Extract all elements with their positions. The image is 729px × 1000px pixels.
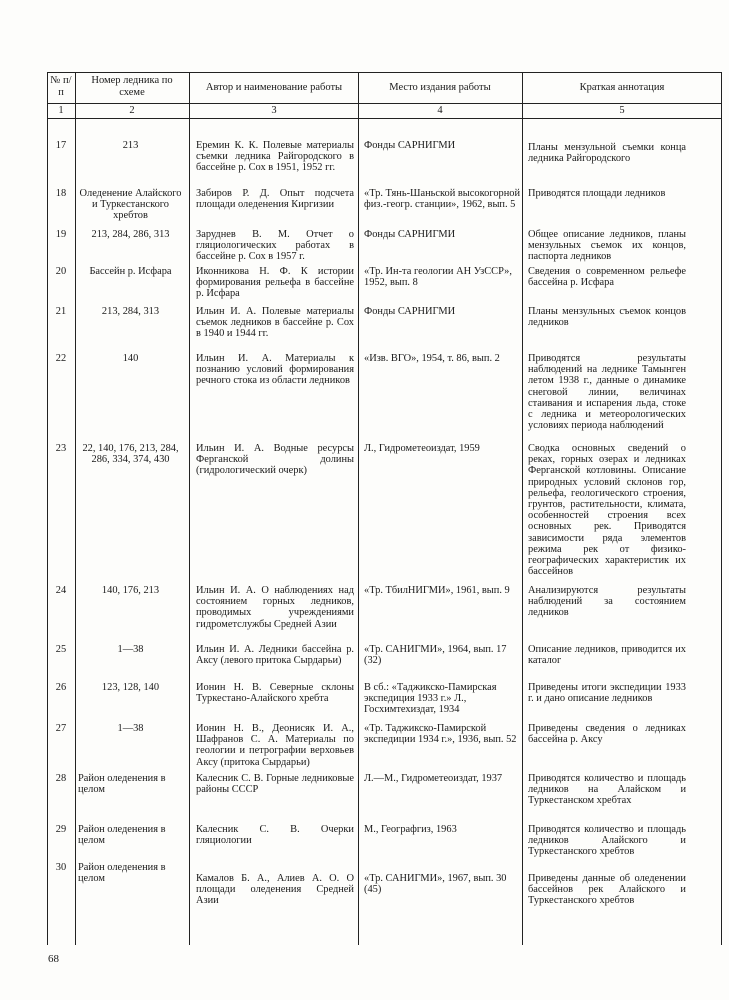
- row-24-scheme: 140, 176, 213: [101, 585, 160, 596]
- row-19-number: 19: [55, 229, 67, 240]
- row-22-author: Ильин И. А. Материалы к познанию условий формирования речного стока из области ледников: [196, 353, 354, 387]
- column-number-1: 1: [58, 105, 64, 116]
- row-28-author: Калесник С. В. Горные ледниковые районы СССР: [196, 773, 354, 796]
- row-28-scheme: Район оледенения в целом: [78, 773, 166, 796]
- column-divider-1: [75, 72, 76, 945]
- row-19-annotation: Общее описание ледников, планы мензульных съемок их концов, паспорта ледников: [528, 229, 686, 263]
- column-number-2: 2: [129, 105, 135, 116]
- row-17-scheme: 213: [122, 140, 139, 151]
- row-25-number: 25: [55, 644, 67, 655]
- row-17-author: Еремин К. К. Полевые материалы съемки ледника Райгородского в бассейне р. Сох в 1951, 1952 гг.: [196, 140, 354, 174]
- row-22-scheme: 140: [122, 353, 139, 364]
- row-28-number: 28: [55, 773, 67, 784]
- column-number-5: 5: [619, 105, 625, 116]
- row-18-author: Забиров Р. Д. Опыт подсчета площади оледенения Киргизии: [196, 188, 354, 211]
- row-20-scheme: Бассейн р. Исфара: [89, 266, 172, 277]
- row-30-scheme: Район оледенения в целом: [78, 862, 166, 885]
- row-20-place: «Тр. Ин-та геологии АН УзССР», 1952, вып. 8: [364, 266, 512, 289]
- row-25-place: «Тр. САНИГМИ», 1964, вып. 17 (32): [364, 644, 507, 667]
- row-19-place: Фонды САРНИГМИ: [364, 229, 456, 240]
- row-23-author: Ильин И. А. Водные ресурсы Ферганской долины (гидрологический очерк): [196, 443, 354, 477]
- table-right-border: [721, 72, 722, 945]
- row-22-number: 22: [55, 353, 67, 364]
- row-30-author: Камалов Б. А., Алиев А. О. О площади оледенения Средней Азии: [196, 873, 354, 907]
- row-29-annotation: Приводятся количество и площадь ледников Алайского и Туркестанского хребтов: [528, 824, 686, 858]
- row-26-place: В сб.: «Таджикско-Памирская экспедиция 1933 г.» Л., Госхимтехиздат, 1934: [364, 682, 497, 716]
- row-20-annotation: Сведения о современном рельефе бассейна р. Исфара: [528, 266, 686, 289]
- header-rule: [47, 103, 722, 104]
- row-29-number: 29: [55, 824, 67, 835]
- row-20-author: Иконникова Н. Ф. К истории формирования рельефа в бассейне р. Исфара: [196, 266, 354, 300]
- row-18-number: 18: [55, 188, 67, 199]
- row-25-author: Ильин И. А. Ледники бассейна р. Аксу (левого притока Сырдарьи): [196, 644, 354, 667]
- row-21-scheme: 213, 284, 313: [101, 306, 160, 317]
- row-23-scheme: 22, 140, 176, 213, 284, 286, 334, 374, 430: [82, 443, 179, 466]
- row-17-place: Фонды САРНИГМИ: [364, 140, 456, 151]
- table-left-border: [47, 72, 48, 945]
- row-18-annotation: Приводятся площади ледников: [528, 188, 666, 199]
- row-24-annotation: Анализируются результаты наблюдений за состоянием ледников: [528, 585, 686, 619]
- row-30-number: 30: [55, 862, 67, 873]
- row-28-annotation: Приводятся количество и площадь ледников на Алайском и Туркестанском хребтах: [528, 773, 686, 807]
- header-number: № п/п: [50, 75, 72, 98]
- column-number-3: 3: [271, 105, 277, 116]
- row-28-place: Л.—М., Гидрометеоиздат, 1937: [364, 773, 503, 784]
- row-27-number: 27: [55, 723, 67, 734]
- header-scheme-number: Номер ледника по схеме: [91, 75, 173, 98]
- row-19-scheme: 213, 284, 286, 313: [91, 229, 170, 240]
- row-29-scheme: Район оледенения в целом: [78, 824, 166, 847]
- row-27-scheme: 1—38: [117, 723, 144, 734]
- row-23-annotation: Сводка основных сведений о реках, горных озерах и ледниках Ферганской котловины. Описание природных условий склонов гор, рельефа, геологического строения, грунтов, растительности, климата, особенностей строения всех основных рек. Приводятся зависимости ряда элементов режима рек от физико-географических характеристик их бассейнов: [528, 443, 686, 578]
- header-author-work: Автор и наименование работы: [205, 82, 343, 93]
- header-annotation: Краткая аннотация: [579, 82, 665, 93]
- row-18-place: «Тр. Тянь-Шаньской высокогорной физ.-геогр. станции», 1962, вып. 5: [364, 188, 521, 211]
- row-26-author: Ионин Н. В. Северные склоны Туркестано-Алайского хребта: [196, 682, 354, 705]
- row-30-annotation: Приведены данные об оледенении бассейнов рек Алайского и Туркестанского хребтов: [528, 873, 686, 907]
- row-25-annotation: Описание ледников, приводится их каталог: [528, 644, 686, 667]
- row-24-place: «Тр. ТбилНИГМИ», 1961, вып. 9: [364, 585, 510, 596]
- row-18-scheme: Оледенение Алайского и Туркестанского хребтов: [79, 188, 182, 222]
- row-26-scheme: 123, 128, 140: [101, 682, 160, 693]
- row-22-annotation: Приводятся результаты наблюдений на леднике Тамынген летом 1938 г., данные о динамике снеговой линии, величинах стаивания и испарения льда, стоке с ледника и метеорологических условиях периода наблюдений: [528, 353, 686, 432]
- row-29-place: М., Географгиз, 1963: [364, 824, 457, 835]
- row-21-author: Ильин И. А. Полевые материалы съемок ледников в бассейне р. Сох в 1940 и 1944 гг.: [196, 306, 354, 340]
- column-divider-4: [522, 72, 523, 945]
- column-number-4: 4: [437, 105, 443, 116]
- row-21-place: Фонды САРНИГМИ: [364, 306, 456, 317]
- column-divider-3: [358, 72, 359, 945]
- row-23-number: 23: [55, 443, 67, 454]
- row-26-annotation: Приведены итоги экспедиции 1933 г. и дано описание ледников: [528, 682, 686, 705]
- row-25-scheme: 1—38: [117, 644, 144, 655]
- header-publication-place: Место издания работы: [389, 82, 491, 93]
- row-17-annotation: Планы мензульной съемки конца ледника Райгородского: [528, 142, 686, 165]
- row-21-number: 21: [55, 306, 67, 317]
- row-27-author: Ионин Н. В., Деонисяк И. А., Шафранов С. А. Материалы по геологии и петрографии верховьев Аксу (притока Сырдарьи): [196, 723, 354, 768]
- row-24-number: 24: [55, 585, 67, 596]
- row-19-author: Заруднев В. М. Отчет о гляциологических работах в бассейне р. Сох в 1957 г.: [196, 229, 354, 263]
- row-26-number: 26: [55, 682, 67, 693]
- page-number: 68: [48, 953, 59, 965]
- row-23-place: Л., Гидрометеоиздат, 1959: [364, 443, 480, 454]
- row-24-author: Ильин И. А. О наблюдениях над состоянием горных ледников, проводимых учреждениями гидрометслужбы Средней Азии: [196, 585, 354, 630]
- table-top-rule: [47, 72, 722, 73]
- row-29-author: Калесник С. В. Очерки гляциологии: [196, 824, 354, 847]
- row-27-place: «Тр. Таджикско-Памирской экспедиции 1934 г.», 1936, вып. 52: [364, 723, 517, 746]
- row-17-number: 17: [55, 140, 67, 151]
- column-number-rule: [47, 118, 722, 119]
- row-22-place: «Изв. ВГО», 1954, т. 86, вып. 2: [364, 353, 500, 364]
- row-30-place: «Тр. САНИГМИ», 1967, вып. 30 (45): [364, 873, 507, 896]
- row-27-annotation: Приведены сведения о ледниках бассейна р. Аксу: [528, 723, 686, 746]
- row-21-annotation: Планы мензульных съемок концов ледников: [528, 306, 686, 329]
- column-divider-2: [189, 72, 190, 945]
- row-20-number: 20: [55, 266, 67, 277]
